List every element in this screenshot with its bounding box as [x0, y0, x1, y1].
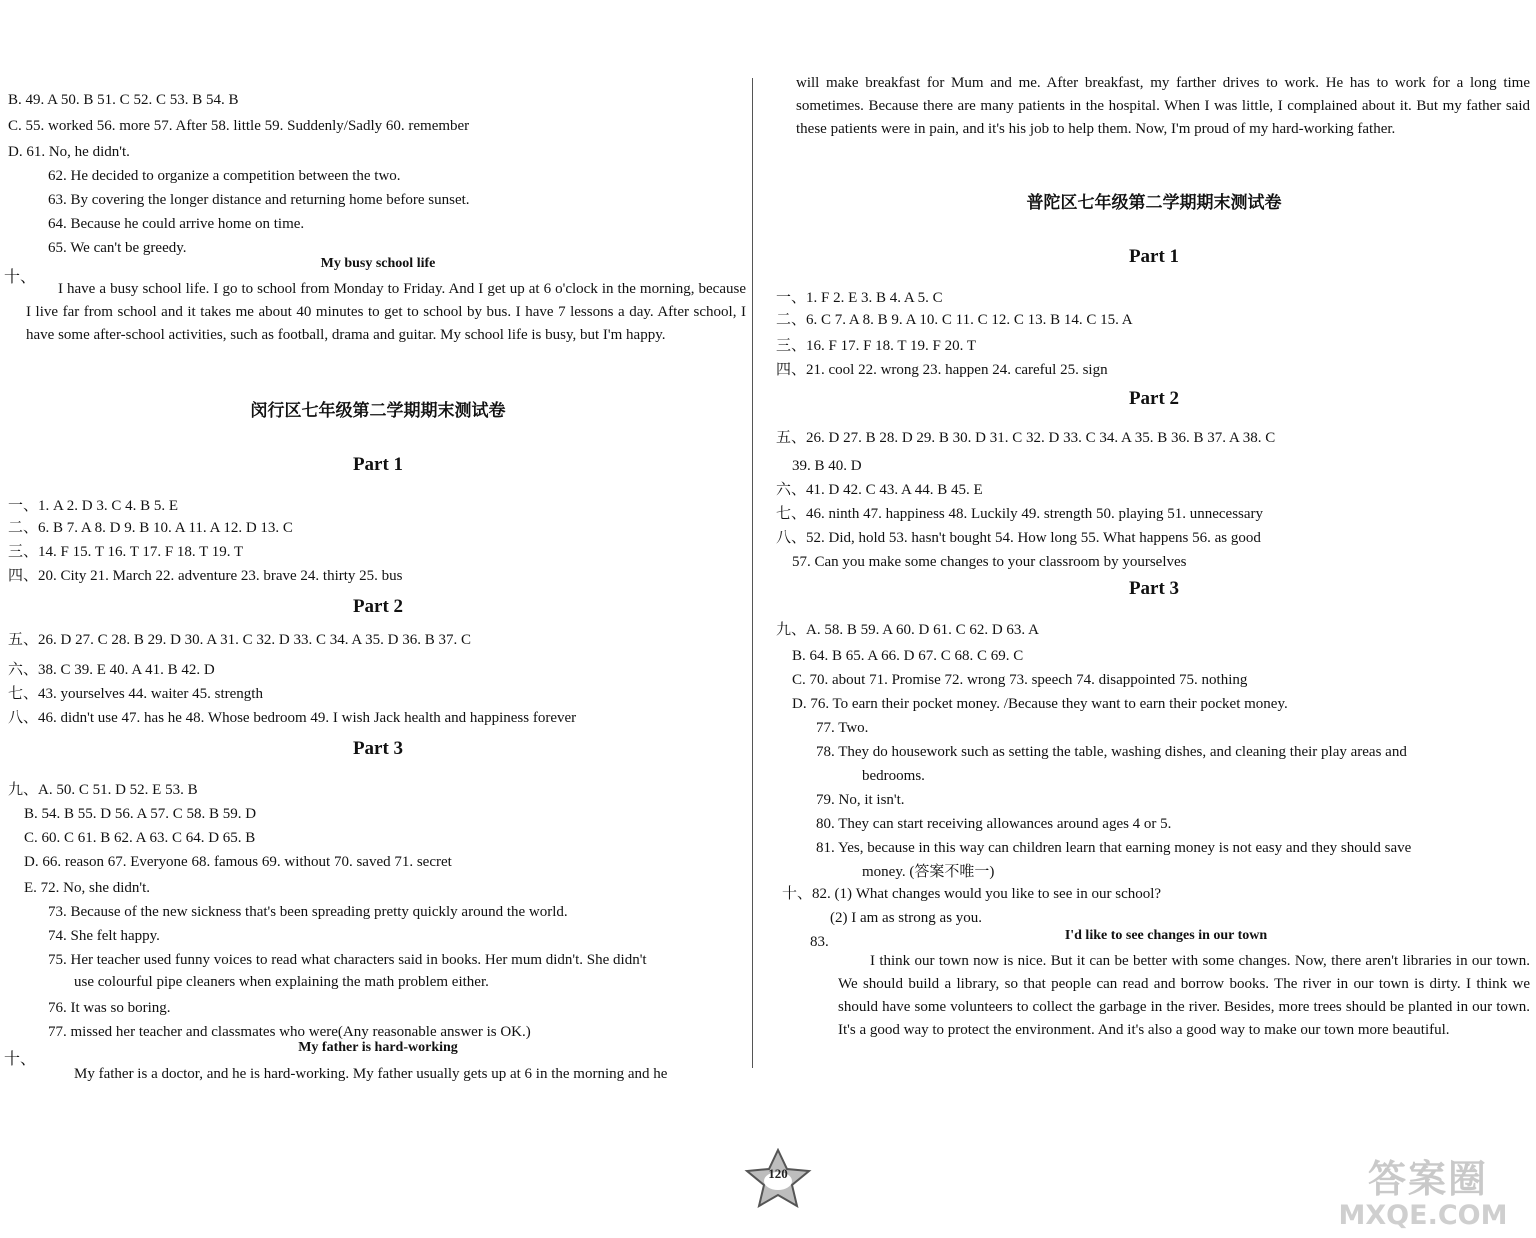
answer-line: 77. missed her teacher and classmates who were(Any reasonable answer is OK.) [48, 1024, 531, 1040]
answer-line: 63. By covering the longer distance and returning home before sunset. [48, 192, 470, 208]
answer-line: 八、46. didn't use 47. has he 48. Whose bedroom 49. I wish Jack health and happiness forever [8, 710, 577, 726]
answer-line: C. 70. about 71. Promise 72. wrong 73. speech 74. disappointed 75. nothing [792, 672, 1248, 688]
essay-continuation: will make breakfast for Mum and me. After breakfast, my farther drives to work. He has to work for a long time sometimes. Because there are many patients in the hospital. When I was little, I complained about it. But my father said these patients were in pain, and it's his job to help them. Now, I'm proud of my hard-working father. [796, 75, 1530, 137]
answer-line: B. 49. A 50. B 51. C 52. C 53. B 54. B [8, 92, 239, 108]
page-number: 120 [768, 1166, 788, 1181]
answer-line: B. 54. B 55. D 56. A 57. C 58. B 59. D [24, 806, 257, 822]
answer-line: 六、38. C 39. E 40. A 41. B 42. D [8, 662, 215, 678]
answer-line: E. 72. No, she didn't. [24, 880, 151, 896]
answer-line: 一、1. F 2. E 3. B 4. A 5. C [776, 290, 943, 306]
answer-line: 七、43. yourselves 44. waiter 45. strength [8, 686, 263, 702]
essay-title: My father is hard-working [298, 1040, 458, 1055]
answer-line: C. 60. C 61. B 62. A 63. C 64. D 65. B [24, 830, 256, 846]
answer-line: 77. Two. [816, 720, 869, 736]
answer-line: 八、52. Did, hold 53. hasn't bought 54. How long 55. What happens 56. as good [776, 530, 1261, 546]
exam-heading: 闵行区七年级第二学期期末测试卷 [250, 401, 506, 421]
answer-line: 五、26. D 27. C 28. B 29. D 30. A 31. C 32. D 33. C 34. A 35. D 36. B 37. C [8, 632, 471, 648]
answer-line: 73. Because of the new sickness that's been spreading pretty quickly around the world. [48, 904, 568, 920]
essay-text: I think our town now is nice. But it can be better with some changes. Now, there aren't libraries in our town. We should build a library, so that people can read and borrow books. The river in our town is dirty. I think we should have some volunteers to collect the garbage in the river. Besides, more trees should be planted in our town. It's a good way to protect the environment. And it's also a good way to make our town more beautiful. [838, 953, 1530, 1038]
answer-line: B. 64. B 65. A 66. D 67. C 68. C 69. C [792, 648, 1024, 664]
answer-line: 六、41. D 42. C 43. A 44. B 45. E [776, 482, 983, 498]
answer-line: 57. Can you make some changes to your classroom by yourselves [792, 554, 1187, 570]
answer-line: use colourful pipe cleaners when explaining the math problem either. [74, 974, 489, 990]
answer-line: 七、46. ninth 47. happiness 48. Luckily 49. strength 50. playing 51. unnecessary [776, 506, 1264, 522]
answer-line: 五、26. D 27. B 28. D 29. B 30. D 31. C 32. D 33. C 34. A 35. B 36. B 37. A 38. C [776, 430, 1276, 446]
answer-line: 81. Yes, because in this way can children learn that earning money is not easy and they should save [816, 840, 1412, 856]
part-2-title: Part 2 [1128, 388, 1180, 409]
answer-line: bedrooms. [862, 768, 925, 784]
answer-line: money. (答案不唯一) [862, 864, 995, 880]
answer-line: 九、A. 58. B 59. A 60. D 61. C 62. D 63. A [776, 622, 1039, 638]
answer-line: 一、1. A 2. D 3. C 4. B 5. E [8, 498, 179, 514]
answer-line: D. 76. To earn their pocket money. /Because they want to earn their pocket money. [792, 696, 1288, 712]
answer-line: 九、A. 50. C 51. D 52. E 53. B [8, 782, 198, 798]
part-1-title: Part 1 [352, 454, 404, 475]
answer-line: D. 66. reason 67. Everyone 68. famous 69. without 70. saved 71. secret [24, 854, 452, 870]
answer-line: 三、16. F 17. F 18. T 19. F 20. T [776, 338, 977, 354]
question-83-label: 83. [810, 934, 829, 950]
answer-line: 二、6. B 7. A 8. D 9. B 10. A 11. A 12. D 13. C [8, 520, 293, 536]
answer-line: 62. He decided to organize a competition between the two. [48, 168, 401, 184]
watermark-url: MXQE.COM [1338, 1200, 1508, 1231]
answer-line: 78. They do housework such as setting the table, washing dishes, and cleaning their play areas and [816, 744, 1407, 760]
answer-line: 80. They can start receiving allowances around ages 4 or 5. [816, 816, 1172, 832]
answer-line: 39. B 40. D [792, 458, 862, 474]
essay-title: My busy school life [320, 256, 436, 271]
exam-heading: 普陀区七年级第二学期期末测试卷 [1026, 193, 1282, 213]
watermark-logo: 答案圈 [1367, 1157, 1488, 1201]
answer-line: (2) I am as strong as you. [830, 910, 983, 926]
part-1-title: Part 1 [1128, 246, 1180, 267]
part-3-title: Part 3 [352, 738, 404, 759]
answer-line: 二、6. C 7. A 8. B 9. A 10. C 11. C 12. C 13. B 14. C 15. A [776, 312, 1133, 328]
answer-line: 65. We can't be greedy. [48, 240, 187, 256]
answer-line: 四、21. cool 22. wrong 23. happen 24. careful 25. sign [776, 362, 1108, 378]
part-3-title: Part 3 [1128, 578, 1180, 599]
section-ten-marker: 十、 [4, 269, 37, 286]
answer-line: 四、20. City 21. March 22. adventure 23. brave 24. thirty 25. bus [8, 568, 403, 584]
part-2-title: Part 2 [352, 596, 404, 617]
essay-text: I have a busy school life. I go to school from Monday to Friday. And I get up at 6 o'clock in the morning, because I live far from school and it takes me about 40 minutes to get to school by bus. I have 7 lessons a day. After school, I have some after-school activities, such as football, drama and guitar. My school life is busy, but I'm happy. [26, 281, 746, 343]
answer-line: C. 55. worked 56. more 57. After 58. little 59. Suddenly/Sadly 60. remember [8, 118, 470, 134]
answer-line: 十、82. (1) What changes would you like to see in our school? [782, 886, 1162, 902]
answer-line: 74. She felt happy. [48, 928, 160, 944]
answer-line: 三、14. F 15. T 16. T 17. F 18. T 19. T [8, 544, 244, 560]
answer-line: 76. It was so boring. [48, 1000, 171, 1016]
essay-title: I'd like to see changes in our town [1064, 928, 1268, 943]
column-divider [752, 78, 753, 1068]
answer-line: 79. No, it isn't. [816, 792, 905, 808]
answer-line: 75. Her teacher used funny voices to read what characters said in books. Her mum didn't. She didn't [48, 952, 647, 968]
answer-line: D. 61. No, he didn't. [8, 144, 130, 160]
section-ten-marker: 十、 [4, 1051, 37, 1068]
essay-text: My father is a doctor, and he is hard-working. My father usually gets up at 6 in the morning and he [74, 1066, 668, 1082]
answer-line: 64. Because he could arrive home on time. [48, 216, 305, 232]
